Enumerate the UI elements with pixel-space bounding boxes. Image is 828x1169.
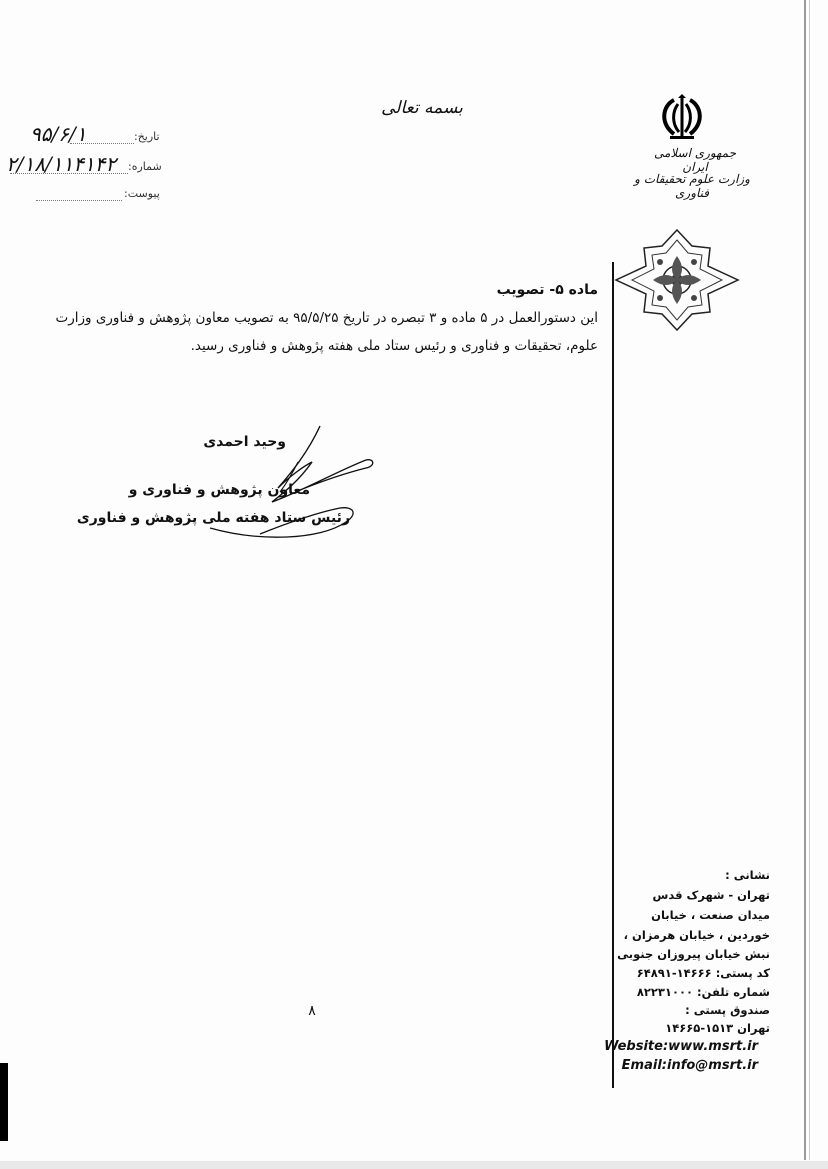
number-label: شماره: (128, 160, 162, 173)
address-line-1: تهران - شهرک قدس (652, 888, 770, 902)
address-line-2: میدان صنعت ، خیابان (651, 908, 770, 922)
page-edge-shadow (804, 0, 806, 1160)
attachment-label: پیوست: (124, 187, 160, 200)
number-value: ۲/۱۸/۱۱۴۱۴۲ (6, 152, 117, 176)
margin-rule (612, 262, 614, 1088)
po-box-label: صندوق پستی : (685, 1003, 770, 1017)
ornament-icon (612, 226, 742, 334)
page-bottom-edge (0, 1161, 828, 1169)
bismillah-heading: بسمه تعالی (381, 98, 463, 118)
iran-emblem-icon (652, 94, 712, 142)
address-line-4: نبش خیابان پیروزان جنوبی (617, 947, 770, 961)
body-line-2: علوم، تحقیقات و فناوری و رئیس ستاد ملی هفته پژوهش و فناوری رسید. (190, 338, 598, 354)
attachment-line (36, 200, 122, 201)
email-link[interactable]: Email:info@msrt.ir (621, 1058, 758, 1073)
handwritten-signature (180, 422, 380, 552)
signatory-title-2: رئیس ستاد هفته ملی پژوهش و فناوری (76, 510, 350, 526)
ministry-name: وزارت علوم تحقیقات و فناوری (634, 172, 750, 200)
address-label: نشانی : (725, 868, 770, 882)
po-box: تهران ۱۵۱۳-۱۴۶۶۵ (665, 1021, 770, 1035)
page-number: ۸ (308, 1003, 316, 1019)
website-link[interactable]: Website:www.msrt.ir (604, 1039, 758, 1054)
scan-margin-mark (0, 1063, 8, 1141)
page-edge-shadow-inner (809, 0, 810, 1160)
postal-code: کد پستی: ۱۴۶۶۶-۶۴۸۹۱ (636, 966, 770, 980)
signatory-title-1: معاون پژوهش و فناوری و (128, 482, 310, 498)
article-heading: ماده ۵- تصویب (496, 282, 598, 298)
date-label: تاریخ: (134, 130, 160, 143)
signatory-name: وحید احمدی (203, 434, 286, 450)
date-value: ۹۵/۶/۱ (30, 122, 87, 146)
country-name: جمهوری اسلامی ایران (653, 146, 737, 174)
address-line-3: خوردین ، خیابان هرمزان ، (623, 928, 770, 942)
phone-number: شماره تلفن: ۸۲۲۳۱۰۰۰ (636, 985, 770, 999)
body-line-1: این دستورالعمل در ۵ ماده و ۳ تبصره در تاریخ ۹۵/۵/۲۵ به تصویب معاون پژوهش و فناوری وزارت (55, 310, 598, 326)
